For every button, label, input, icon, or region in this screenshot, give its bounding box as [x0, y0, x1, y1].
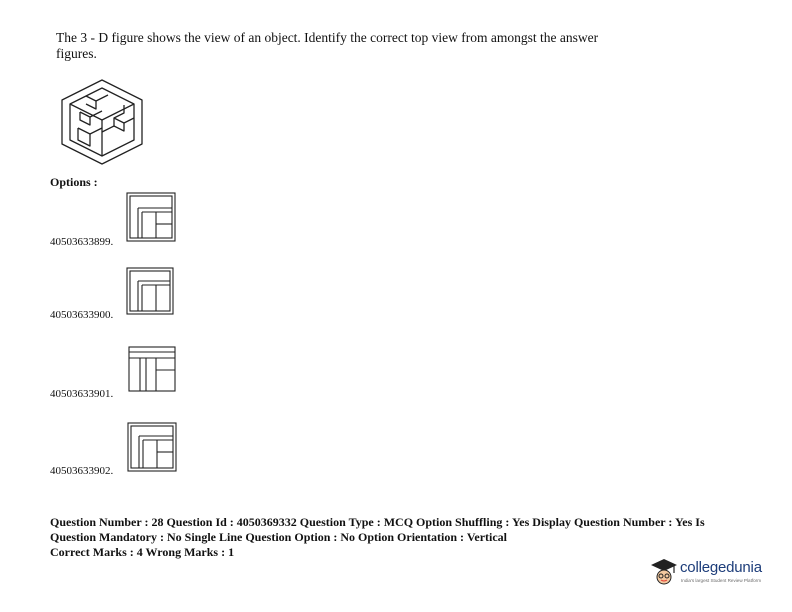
- option-3-id[interactable]: 40503633901.: [50, 388, 114, 400]
- question-text: The 3 - D figure shows the view of an object. Identify the correct top view from amongst the answer figures.: [56, 30, 599, 61]
- logo-tagline: India's largest Student Review Platform: [681, 578, 762, 583]
- graduate-cap-icon: [650, 557, 678, 587]
- option-1-id[interactable]: 40503633899.: [50, 236, 114, 248]
- collegedunia-logo: [650, 555, 780, 591]
- isometric-staircase-block-figure: [56, 76, 148, 168]
- top-view-option-1-icon[interactable]: [126, 192, 176, 242]
- question-metadata: [50, 515, 740, 560]
- option-4-id[interactable]: 40503633902.: [50, 465, 114, 477]
- options-label: Options :: [50, 175, 98, 189]
- metadata-line-1: Question Number : 28 Question Id : 4050369332 Question Type : MCQ Option Shuffling : Yes Display Question Number : Yes Is: [50, 515, 705, 529]
- top-view-option-3-icon[interactable]: [128, 346, 176, 392]
- option-2-id[interactable]: 40503633900.: [50, 309, 114, 321]
- top-view-option-2-icon[interactable]: [126, 267, 174, 315]
- metadata-line-3: Correct Marks : 4 Wrong Marks : 1: [50, 545, 235, 559]
- top-view-option-4-icon[interactable]: [127, 422, 177, 472]
- metadata-line-2: Question Mandatory : No Single Line Question Option : No Option Orientation : Vertical: [50, 530, 508, 544]
- logo-wordmark: collegedunia: [680, 559, 762, 576]
